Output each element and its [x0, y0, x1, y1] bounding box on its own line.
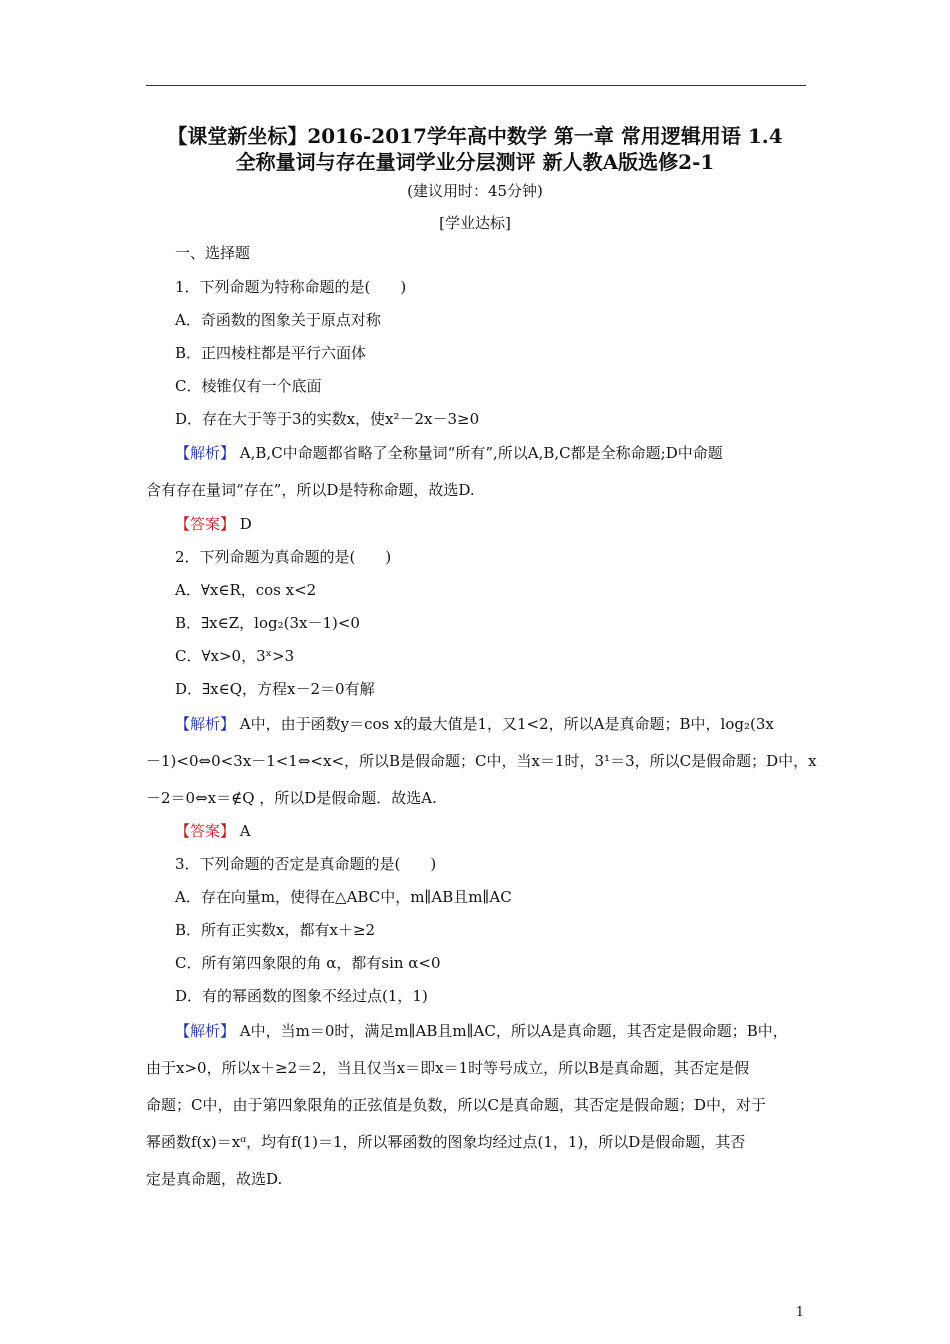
question-1-analysis — [175, 443, 723, 463]
question-2-analysis — [175, 714, 774, 734]
question-3-option-a: A．存在向量m，使得在△ABC中，m∥AB且m∥AC — [175, 888, 512, 906]
question-1-stem: 1．下列命题为特称命题的是( ) — [175, 278, 407, 296]
question-3-option-b: B．所有正实数x，都有x＋≥2 — [175, 921, 376, 939]
question-2-answer — [175, 821, 251, 841]
question-1-option-c: C．棱锥仅有一个底面 — [175, 377, 322, 395]
part-label: 一、选择题 — [175, 244, 251, 262]
page-number: 1 — [795, 1305, 804, 1320]
answer-value: D — [239, 515, 252, 533]
section-label: [学业达标] — [439, 214, 511, 232]
question-1-option-d: D．存在大于等于3的实数x，使x²－2x－3≥0 — [175, 410, 480, 428]
question-2-option-a: A．∀x∈R，cos x<2 — [175, 581, 317, 599]
question-2-analysis-cont-2: －2＝0⇔x＝∉Q ，所以D是假命题．故选A. — [146, 789, 437, 807]
answer-value: A — [239, 822, 251, 840]
question-1-option-b: B．正四棱柱都是平行六面体 — [175, 344, 367, 362]
header-rule — [146, 85, 806, 86]
analysis-text: A,B,C中命题都省略了全称量词“所有”,所以A,B,C都是全称命题;D中命题 — [239, 444, 723, 462]
question-2-analysis-cont-1: －1)<0⇔0<3x－1<1⇔<x<，所以B是假命题；C中，当x＝1时，3¹＝3，所以C是假命题；D中，x — [146, 752, 817, 770]
question-3-analysis-cont-4: 定是真命题，故选D. — [146, 1170, 283, 1188]
answer-tag: 【答案】 — [175, 515, 236, 533]
time-note: (建议用时：45分钟) — [407, 182, 543, 200]
question-2-option-d: D．∃x∈Q，方程x－2＝0有解 — [175, 680, 375, 698]
question-2-stem: 2．下列命题为真命题的是( ) — [175, 548, 392, 566]
question-3-option-c: C．所有第四象限的角 α，都有sin α<0 — [175, 954, 441, 972]
question-3-analysis-cont-1: 由于x>0，所以x＋≥2＝2，当且仅当x＝即x＝1时等号成立，所以B是真命题，其否定是假 — [146, 1059, 750, 1077]
question-3-analysis-cont-2: 命题；C中，由于第四象限角的正弦值是负数，所以C是真命题，其否定是假命题；D中，对于 — [146, 1096, 766, 1114]
question-2-option-b: B．∃x∈Z，log₂(3x－1)<0 — [175, 614, 360, 632]
analysis-text: A中，当m＝0时，满足m∥AB且m∥AC，所以A是真命题，其否定是假命题；B中， — [239, 1022, 788, 1040]
question-1-option-a: A．奇函数的图象关于原点对称 — [175, 311, 381, 329]
analysis-tag: 【解析】 — [175, 444, 236, 462]
question-3-analysis-cont-3: 幂函数f(x)＝xᵅ，均有f(1)＝1，所以幂函数的图象均经过点(1，1)，所以D是假命题，其否 — [146, 1133, 746, 1151]
analysis-text: A中，由于函数y＝cos x的最大值是1，又1<2，所以A是真命题；B中，log₂(3x — [239, 715, 774, 733]
analysis-tag: 【解析】 — [175, 1022, 236, 1040]
question-2-option-c: C．∀x>0，3ˣ>3 — [175, 647, 295, 665]
document-title-line1: 【课堂新坐标】2016-2017学年高中数学 第一章 常用逻辑用语 1.4 — [167, 124, 783, 148]
document-title-line2: 全称量词与存在量词学业分层测评 新人教A版选修2-1 — [235, 150, 715, 174]
question-1-answer — [175, 514, 252, 534]
question-3-stem: 3．下列命题的否定是真命题的是( ) — [175, 855, 437, 873]
analysis-tag: 【解析】 — [175, 715, 236, 733]
answer-tag: 【答案】 — [175, 822, 236, 840]
question-1-analysis-cont: 含有存在量词“存在”，所以D是特称命题，故选D. — [146, 481, 475, 499]
question-3-option-d: D．有的幂函数的图象不经过点(1，1) — [175, 987, 428, 1005]
question-3-analysis — [175, 1021, 788, 1041]
